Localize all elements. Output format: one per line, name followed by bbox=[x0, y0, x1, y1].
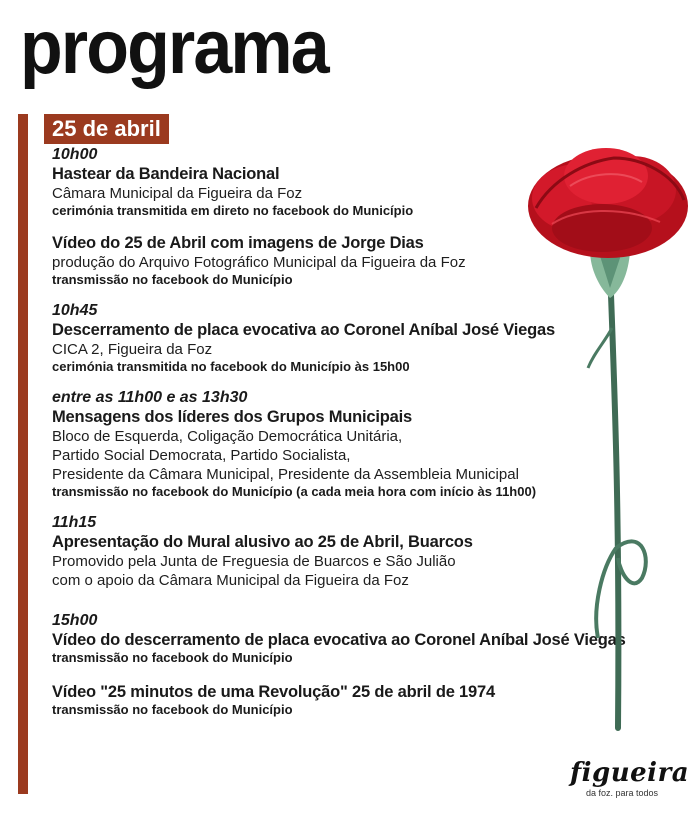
event-time: 11h15 bbox=[52, 514, 97, 531]
logo-wordmark: figueira bbox=[570, 758, 690, 788]
date-tag: 25 de abril bbox=[44, 114, 169, 144]
event-note: cerimónia transmitida em direto no facebook do Município bbox=[52, 203, 414, 218]
page-title: programa bbox=[20, 5, 328, 90]
event-time: entre as 11h00 e as 13h30 bbox=[52, 389, 248, 406]
event-heading: Hastear da Bandeira Nacional bbox=[52, 165, 280, 183]
carnation-image bbox=[492, 128, 692, 748]
event-heading: Vídeo do descerramento de placa evocativa ao Coronel Aníbal José Viegas bbox=[52, 631, 626, 649]
event-note: transmissão no facebook do Município (a cada meia hora com início às 11h00) bbox=[52, 484, 537, 499]
event-detail: Partido Social Democrata, Partido Socialista, bbox=[52, 447, 351, 464]
event-heading: Mensagens dos líderes dos Grupos Municipais bbox=[52, 408, 412, 426]
logo-tagline: da foz. para todos bbox=[585, 788, 659, 798]
event-time: 10h45 bbox=[52, 302, 98, 319]
event-time: 15h00 bbox=[52, 612, 98, 629]
event-detail: produção do Arquivo Fotográfico Municipal da Figueira da Foz bbox=[52, 254, 466, 271]
event-detail: Presidente da Câmara Municipal, Presidente da Assembleia Municipal bbox=[52, 466, 519, 483]
event-detail: Câmara Municipal da Figueira da Foz bbox=[52, 185, 303, 202]
event-detail: com o apoio da Câmara Municipal da Figueira da Foz bbox=[52, 572, 409, 589]
event-detail: CICA 2, Figueira da Foz bbox=[52, 341, 213, 358]
accent-bar bbox=[18, 114, 28, 794]
event-heading: Vídeo "25 minutos de uma Revolução" 25 de abril de 1974 bbox=[52, 683, 495, 701]
event-note: transmissão no facebook do Município bbox=[52, 272, 293, 287]
event-detail: Promovido pela Junta de Freguesia de Buarcos e São Julião bbox=[52, 553, 456, 570]
figueira-logo bbox=[570, 758, 690, 806]
event-heading: Vídeo do 25 de Abril com imagens de Jorge Dias bbox=[52, 234, 424, 252]
event-note: cerimónia transmitida no facebook do Município às 15h00 bbox=[52, 359, 410, 374]
event-time: 10h00 bbox=[52, 146, 98, 163]
event-note: transmissão no facebook do Município bbox=[52, 650, 293, 665]
event-note: transmissão no facebook do Município bbox=[52, 702, 293, 717]
event-heading: Apresentação do Mural alusivo ao 25 de Abril, Buarcos bbox=[52, 533, 473, 551]
event-detail: Bloco de Esquerda, Coligação Democrática Unitária, bbox=[52, 428, 403, 445]
event-heading: Descerramento de placa evocativa ao Coronel Aníbal José Viegas bbox=[52, 321, 555, 339]
